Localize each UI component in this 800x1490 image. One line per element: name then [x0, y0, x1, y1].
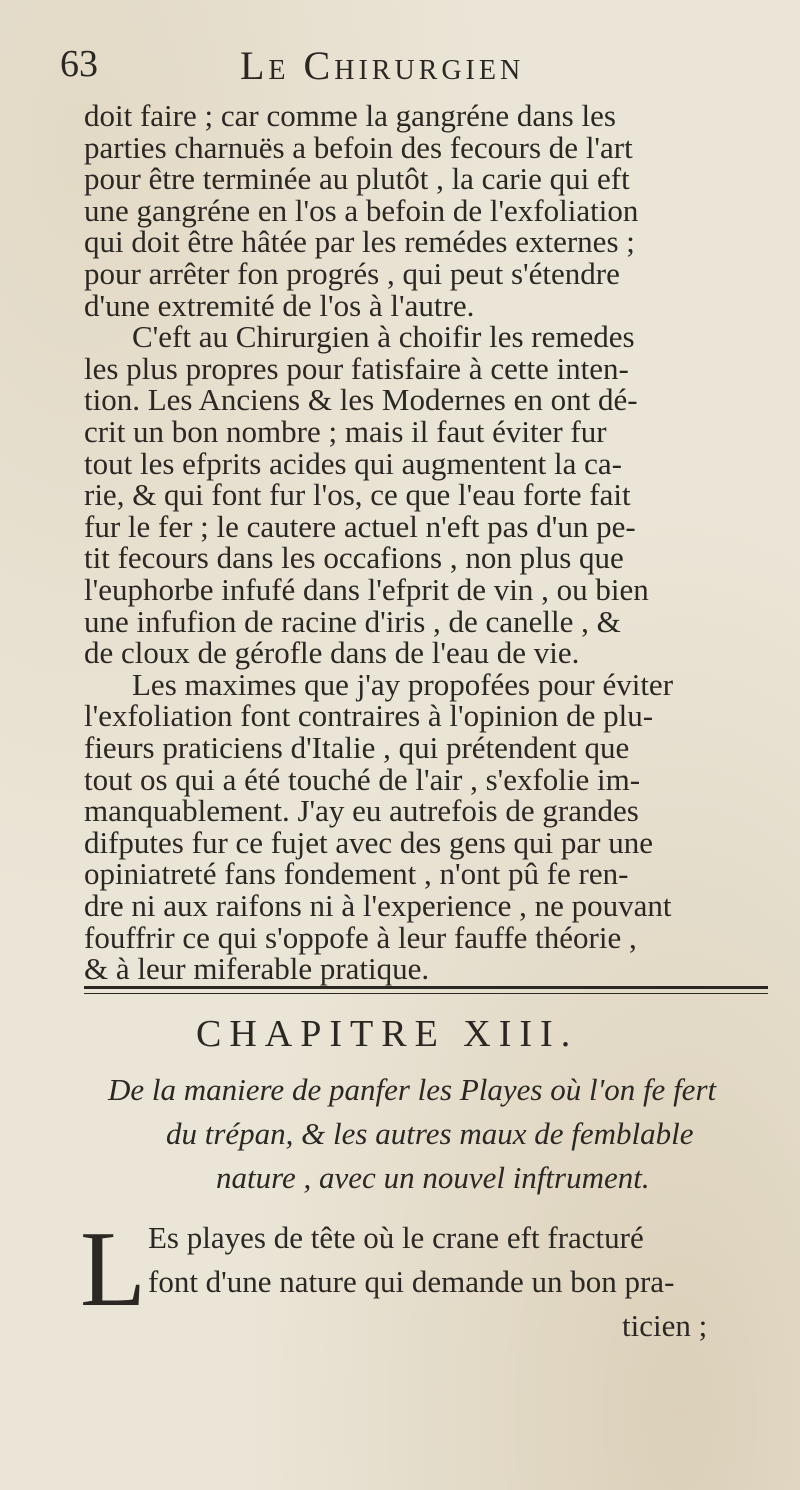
text-line: fur le fer ; le cautere actuel n'eft pas d'un pe-	[84, 508, 636, 544]
text-line: Es playes de tête où le crane eft fracturé	[148, 1220, 644, 1255]
text-line: manquablement. J'ay eu autrefois de grandes	[84, 793, 639, 829]
text-line: & à leur miferable pratique.	[84, 951, 430, 987]
chapter-subtitle-line: du trépan, & les autres maux de femblable	[166, 1116, 694, 1151]
text-line: l'euphorbe infufé dans l'efprit de vin , ou bien	[84, 572, 649, 607]
running-head: Le Chirurgien	[240, 43, 525, 88]
text-line: l'exfoliation font contraires à l'opinion de plu-	[84, 698, 654, 734]
text-line: Les maximes que j'ay propofées pour éviter	[132, 666, 674, 702]
chapter-rule	[84, 986, 768, 989]
text-line: fouffrir ce qui s'oppofe à leur fauffe théorie ,	[84, 919, 637, 955]
text-line: une gangréne en l'os a befoin de l'exfoliation	[84, 192, 639, 228]
text-line: font d'une nature qui demande un bon pra-	[148, 1264, 675, 1299]
text-line: tout les efprits acides qui augmentent la ca-	[84, 445, 623, 481]
text-line: ticien ;	[622, 1308, 708, 1343]
page-number: 63	[60, 43, 98, 85]
text-line: de cloux de gérofle dans de l'eau de vie.	[84, 635, 580, 671]
text-line: rie, & qui font fur l'os, ce que l'eau forte fait	[84, 477, 631, 513]
text-line: une infufion de racine d'iris , de canelle , &	[84, 603, 621, 639]
text-line: tout os qui a été touché de l'air , s'exfolie im-	[84, 761, 641, 797]
chapter-subtitle-line: nature , avec un nouvel inftrument.	[216, 1160, 650, 1195]
text-line: opiniatreté fans fondement , n'ont pû fe ren-	[84, 856, 629, 892]
text-line: d'une extremité de l'os à l'autre.	[84, 287, 475, 323]
chapter-title: CHAPITRE XIII.	[196, 1013, 579, 1055]
text-line: les plus propres pour fatisfaire à cette inten-	[84, 350, 629, 386]
text-line: parties charnuës a befoin des fecours de l'art	[84, 129, 633, 165]
text-line: tion. Les Anciens & les Modernes en ont dé-	[84, 382, 638, 418]
text-line: tit fecours dans les occafions , non plus que	[84, 540, 624, 576]
text-line: difputes fur ce fujet avec des gens qui par une	[84, 824, 653, 860]
text-line: pour arrêter fon progrés , qui peut s'étendre	[84, 256, 620, 291]
text-line: crit un bon nombre ; mais il faut éviter fur	[84, 414, 607, 449]
drop-cap: L	[80, 1210, 146, 1329]
chapter-rule-thin	[84, 993, 768, 994]
text-line: doit faire ; car comme la gangréne dans les	[84, 98, 616, 133]
chapter-subtitle-line: De la maniere de panfer les Playes où l'on fe fert	[108, 1072, 717, 1107]
text-line: qui doit être hâtée par les remédes externes ;	[84, 224, 635, 260]
text-line: fieurs praticiens d'Italie , qui prétendent que	[84, 730, 630, 765]
text-line: dre ni aux raifons ni à l'experience , ne pouvant	[84, 888, 672, 923]
text-line: pour être terminée au plutôt , la carie qui eft	[84, 161, 630, 197]
page-header	[60, 42, 760, 92]
text-line: C'eft au Chirurgien à choifir les remedes	[132, 319, 635, 355]
